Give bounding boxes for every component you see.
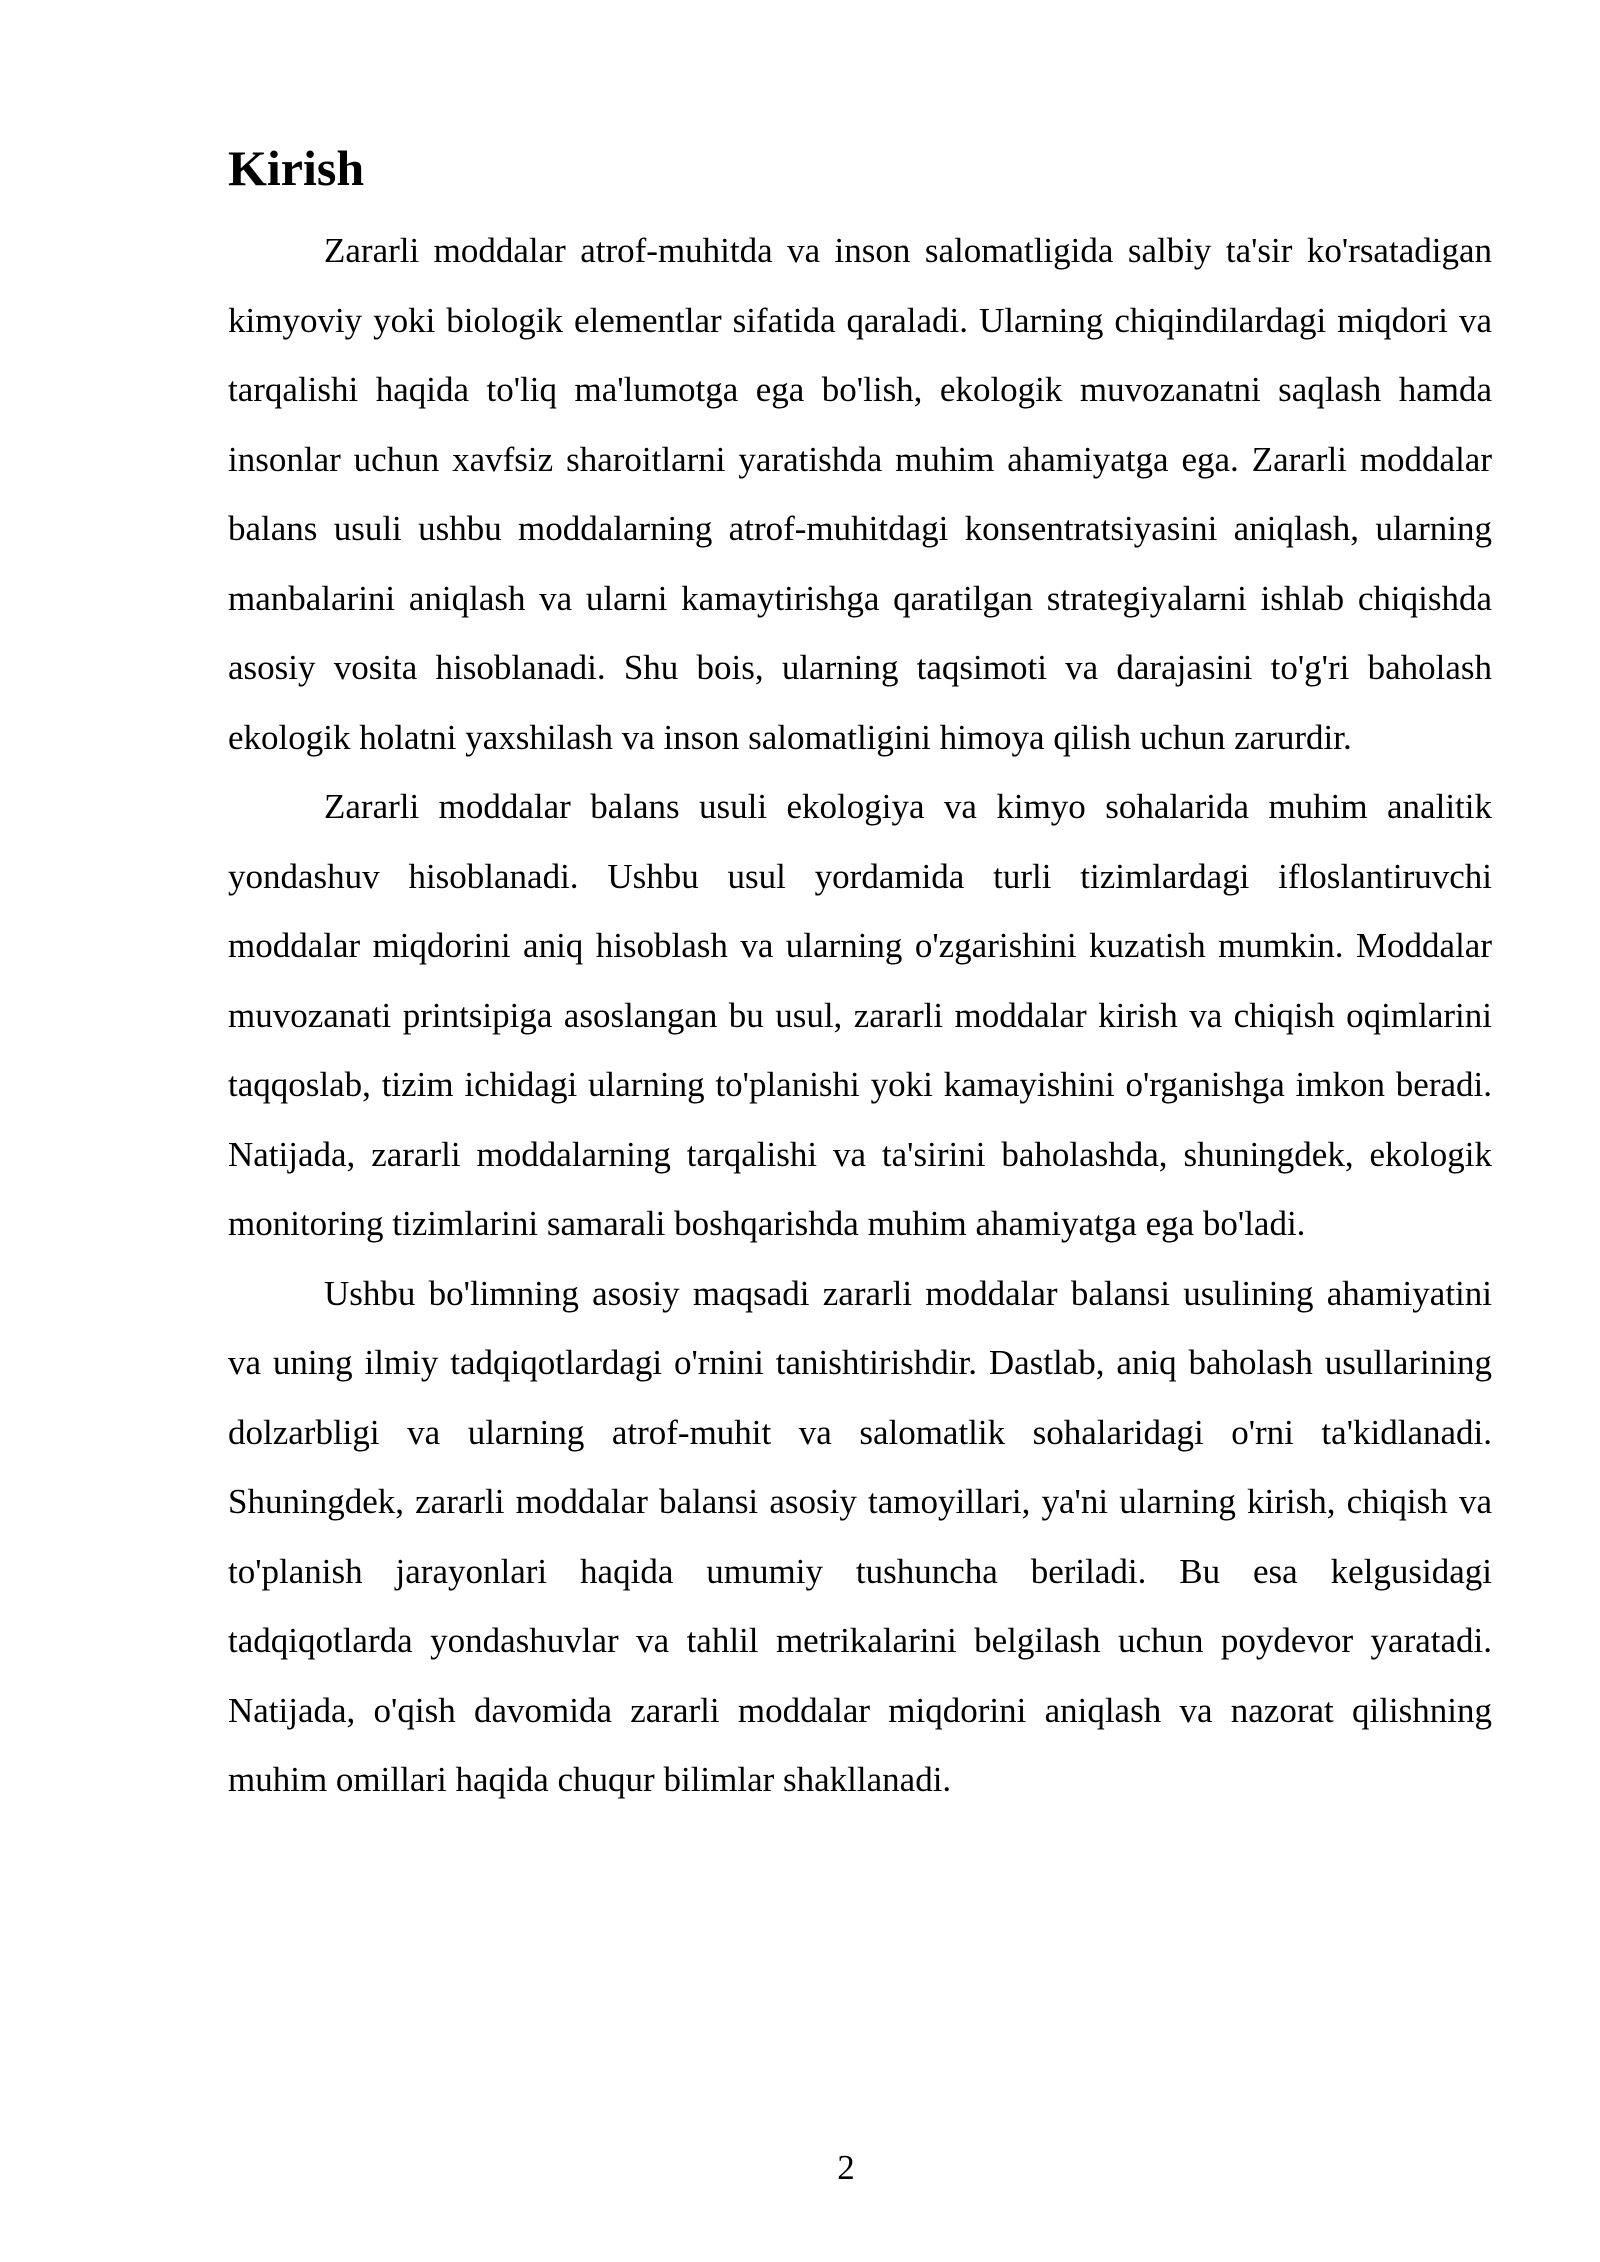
page-number: 2 [837,2148,855,2187]
section-heading: Kirish [228,140,365,196]
page-content [228,132,1492,1815]
paragraph-2: Zararli moddalar balans usuli ekologiya va kimyo sohalarida muhim analitik yondashuv hisoblanadi. Ushbu usul yordamida turli tizimlardagi ifloslantiruvchi moddalar miqdorini aniq hisoblash va ularning o'zgarishini kuzatish mumkin. Moddalar muvozanati printsipiga asoslangan bu usul, zararli moddalar kirish va chiqish oqimlarini taqqoslab, tizim ichidagi ularning to'planishi yoki kamayishini o'rganishga imkon beradi. Natijada, zararli moddalarning tarqalishi va ta'sirini baholashda, shuningdek, ekologik monitoring tizimlarini samarali boshqarishda muhim ahamiyatga ega bo'ladi. [228,787,1492,1243]
paragraph-3: Ushbu bo'limning asosiy maqsadi zararli moddalar balansi usulining ahamiyatini va uning ilmiy tadqiqotlardagi o'rnini tanishtirishdir. Dastlab, aniq baholash usullarining dolzarbligi va ularning atrof-muhit va salomatlik sohalaridagi o'rni ta'kidlanadi. Shuningdek, zararli moddalar balansi asosiy tamoyillari, ya'ni ularning kirish, chiqish va to'planish jarayonlari haqida umumiy tushuncha beriladi. Bu esa kelgusidagi tadqiqotlarda yondashuvlar va tahlil metrikalarini belgilash uchun poydevor yaratadi. Natijada, o'qish davomida zararli moddalar miqdorini aniqlash va nazorat qilishning muhim omillari haqida chuqur bilimlar shakllanadi. [228,1273,1492,1799]
paragraph-1: Zararli moddalar atrof-muhitda va inson salomatligida salbiy ta'sir ko'rsatadigan kimyoviy yoki biologik elementlar sifatida qaraladi. Ularning chiqindilardagi miqdori va tarqalishi haqida to'liq ma'lumotga ega bo'lish, ekologik muvozanatni saqlash hamda insonlar uchun xavfsiz sharoitlarni yaratishda muhim ahamiyatga ega. Zararli moddalar balans usuli ushbu moddalarning atrof-muhitdagi konsentratsiyasini aniqlash, ularning manbalarini aniqlash va ularni kamaytirishga qaratilgan strategiyalarni ishlab chiqishda asosiy vosita hisoblanadi. Shu bois, ularning taqsimoti va darajasini to'g'ri baholash ekologik holatni yaxshilash va inson salomatligini himoya qilish uchun zarurdir. [228,231,1492,757]
